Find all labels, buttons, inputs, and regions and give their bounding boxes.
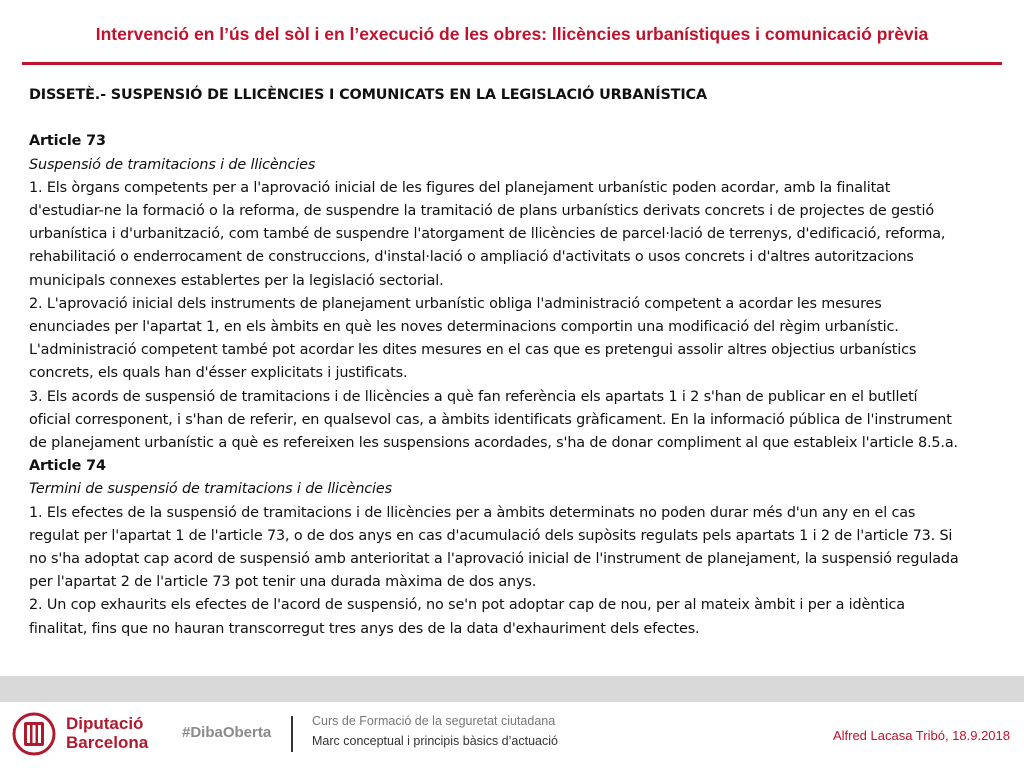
document-body — [29, 84, 959, 641]
spacer — [29, 107, 959, 130]
article-74-title: Article 74 — [29, 458, 106, 475]
article-73-paragraph-1: 1. Els òrgans competents per a l'aprovació inicial de les figures del planejament urbanístic poden acordar, amb la finalitat d'estudiar-ne la formació o la reforma, de suspendre la tramitació de plans urbanístics derivats concrets i de projectes de gestió urbanística i d'urbanització, com també de suspendre l'atorgament de llicències de parcel·lació de terrenys, d'edificació, reforma, rehabilitació o enderrocament de construccions, d'instal·lació o ampliació d'activitats o usos concrets i d'altres autoritzacions municipals connexes establertes per la legislació sectorial. — [29, 179, 946, 289]
article-74-paragraph-1: 1. Els efectes de la suspensió de tramitacions i de llicències per a àmbits determinats no poden durar més d'un any en el cas regulat per l'apartat 1 de l'article 73, o de dos anys en cas d'acumulació dels supòsits regulats pels apartats 1 i 2 de l'article 73. Si no s'ha adoptat cap acord de suspensió amb anterioritat a l'aprovació inicial de l'instrument de planejament, la suspensió regulada per l'apartat 2 de l'article 73 pot tenir una durada màxima de dos anys. — [29, 504, 959, 591]
logo-line-2: Barcelona — [66, 733, 149, 752]
article-74-subtitle: Termini de suspensió de tramitacions i de llicències — [29, 481, 392, 498]
article-73-paragraph-2: 2. L'aprovació inicial dels instruments de planejament urbanístic obliga l'administració competent a acordar les mesures enunciades per l'apartat 1, en els àmbits en què les noves determinacions comportin una modificació del règim urbanístic. L'administració competent també pot acordar les dites mesures en el cas que es pretengui assolir altres objectius urbanístics concrets, els quals han d'ésser explicitats i justificats. — [29, 295, 917, 382]
article-73-paragraph-3: 3. Els acords de suspensió de tramitacions i de llicències a què fan referència els apartats 1 i 2 s'han de publicar en el butlletí oficial corresponent, i s'han de referir, en qualsevol cas, a àmbits identificats gràficament. En la informació pública de l'instrument de planejament urbanístic a què es refereixen les suspensions acordades, s'ha de donar compliment al que estableix l'article 8.5.a. — [29, 388, 958, 452]
article-74-paragraph-2: 2. Un cop exhaurits els efectes de l'acord de suspensió, no se'n pot adoptar cap de nou, per al mateix àmbit i per a idèntica finalitat, fins que no hauran transcorregut tres anys des de la data d'exhauriment dels efectes. — [29, 597, 905, 637]
title-divider — [22, 62, 1002, 65]
slide-title: Intervenció en l’ús del sòl i en l’execució de les obres: llicències urbanístiques i comunicació prèvia — [95, 24, 929, 44]
footer — [0, 700, 1024, 768]
article-73-title: Article 73 — [29, 133, 106, 150]
footer-band — [0, 676, 1024, 702]
logo-line-1: Diputació — [66, 714, 144, 733]
author-date: Alfred Lacasa Tribó, 18.9.2018 — [832, 728, 1010, 743]
hashtag-label: #DibaOberta — [182, 724, 272, 741]
course-title: Curs de Formació de la seguretat ciutadana — [312, 714, 556, 728]
section-heading: DISSETÈ.- SUSPENSIÓ DE LLICÈNCIES I COMUNICATS EN LA LEGISLACIÓ URBANÍSTICA — [29, 87, 707, 103]
course-subtitle: Marc conceptual i principis bàsics d’actuació — [312, 734, 558, 748]
article-73-subtitle: Suspensió de tramitacions i de llicències — [29, 156, 316, 173]
